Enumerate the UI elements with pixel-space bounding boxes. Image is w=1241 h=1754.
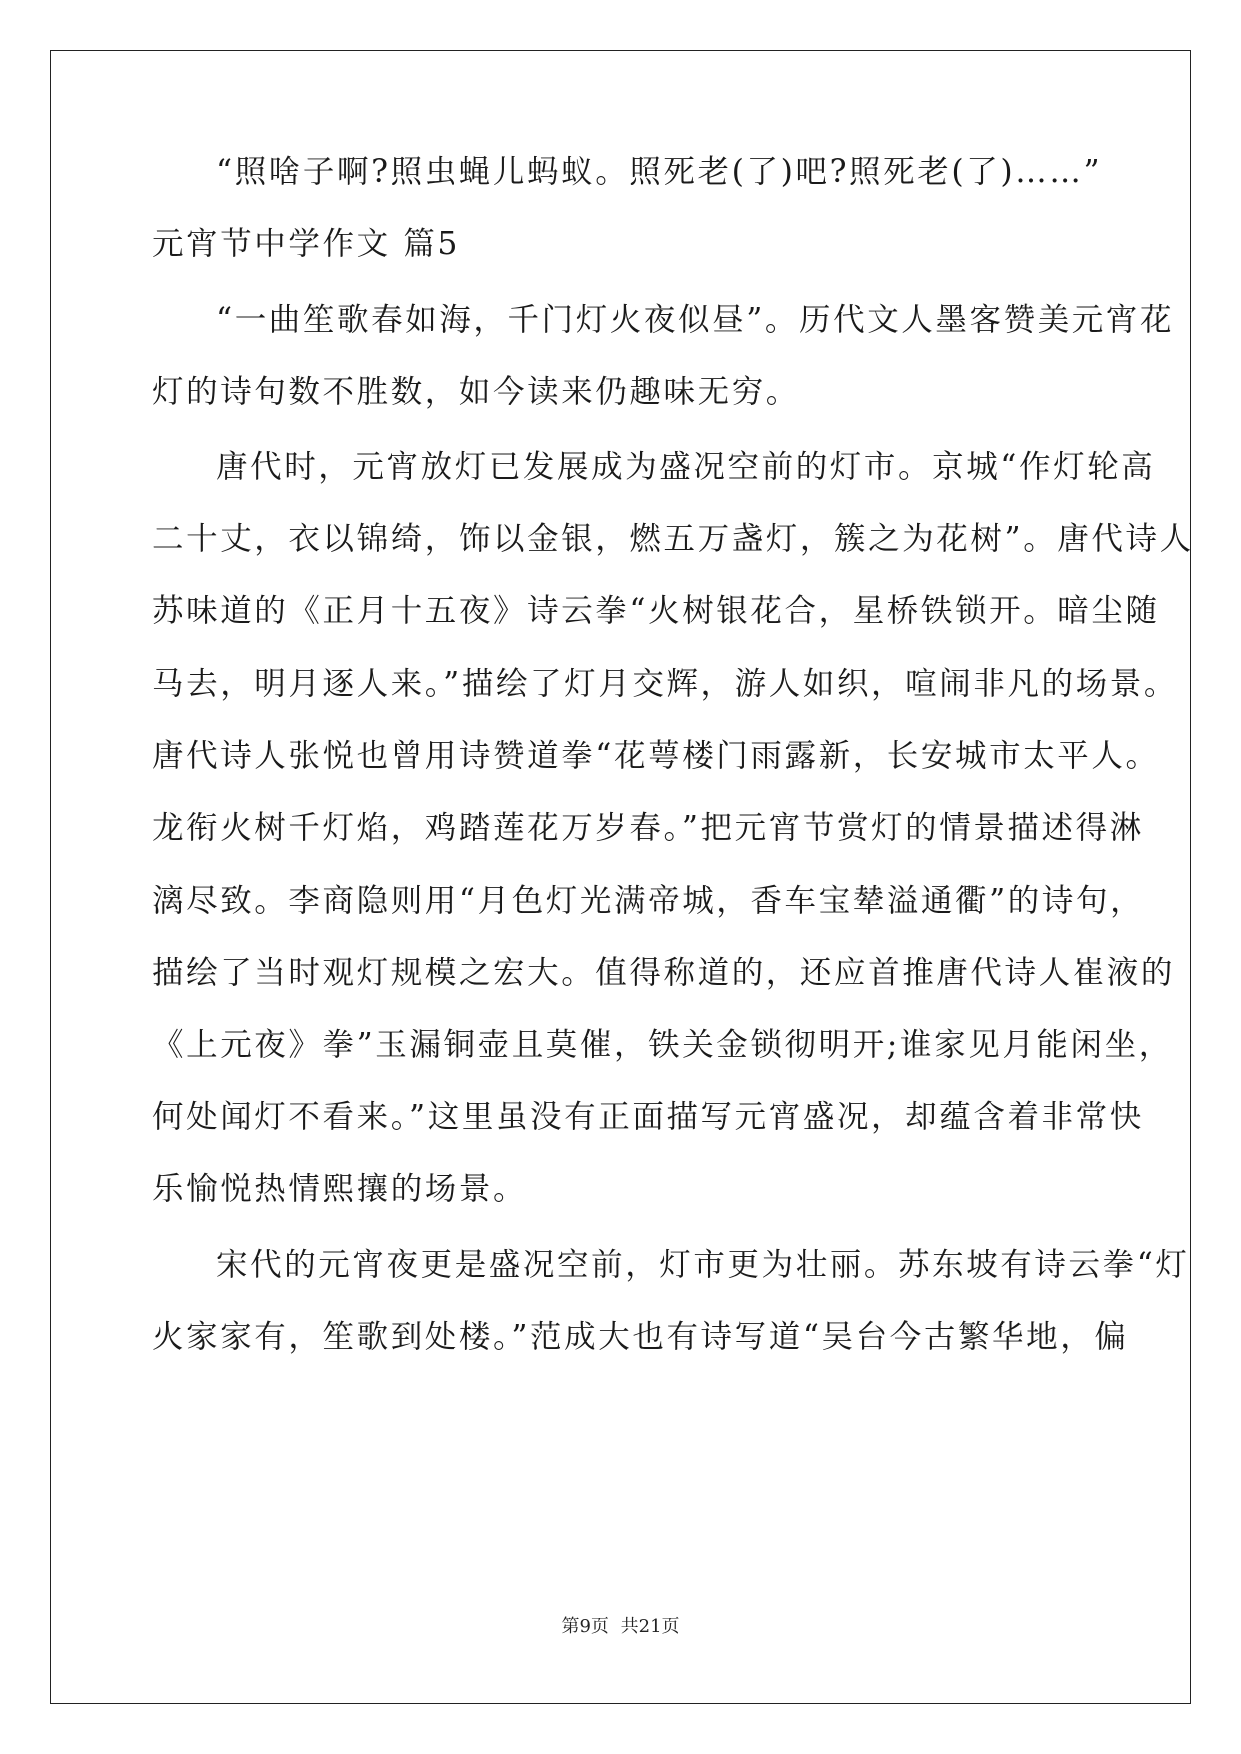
page-footer <box>0 1616 1241 1638</box>
text-line: 唐代时，元宵放灯已发展成为盛况空前的灯市。京城“作灯轮高 <box>216 449 1156 485</box>
text-line: 龙衔火树千灯焰，鸡踏莲花万岁春。”把元宵节赏灯的情景描述得淋 <box>152 810 1144 846</box>
section-heading: 元宵节中学作文 篇5 <box>152 226 461 262</box>
current-page-number: 第9页 <box>561 1616 609 1637</box>
text-line: “照啥子啊?照虫蝇儿蚂蚁。照死老(了)吧?照死老(了)……” <box>216 154 1103 190</box>
text-line: 宋代的元宵夜更是盛况空前，灯市更为壮丽。苏东坡有诗云拳“灯 <box>216 1247 1190 1283</box>
text-line: 二十丈，衣以锦绮，饰以金银，燃五万盏灯，簇之为花树”。唐代诗人 <box>152 521 1194 557</box>
page-frame <box>50 50 1191 1704</box>
text-line: “一曲笙歌春如海，千门灯火夜似昼”。历代文人墨客赞美元宵花 <box>216 302 1175 338</box>
text-line: 何处闻灯不看来。”这里虽没有正面描写元宵盛况，却蕴含着非常快 <box>152 1099 1144 1135</box>
text-line: 灯的诗句数不胜数，如今读来仍趣味无穷。 <box>152 374 800 410</box>
text-line: 唐代诗人张悦也曾用诗赞道拳“花萼楼门雨露新，长安城市太平人。 <box>152 738 1160 774</box>
text-line: 苏味道的《正月十五夜》诗云拳“火树银花合，星桥铁锁开。暗尘随 <box>152 593 1160 629</box>
text-line: 乐愉悦热情熙攘的场景。 <box>152 1171 528 1207</box>
text-line: 火家家有，笙歌到处楼。”范成大也有诗写道“吴台今古繁华地，偏 <box>152 1319 1129 1355</box>
text-line: 描绘了当时观灯规模之宏大。值得称道的，还应首推唐代诗人崔液的 <box>152 955 1176 991</box>
total-pages: 共21页 <box>620 1616 680 1637</box>
text-line: 漓尽致。李商隐则用“月色灯光满帝城，香车宝辇溢通衢”的诗句， <box>152 883 1145 919</box>
text-line: 《上元夜》拳”玉漏铜壶且莫催，铁关金锁彻明开;谁家见月能闲坐， <box>152 1027 1173 1063</box>
text-line: 马去，明月逐人来。”描绘了灯月交辉，游人如织，喧闹非凡的场景。 <box>152 666 1178 702</box>
